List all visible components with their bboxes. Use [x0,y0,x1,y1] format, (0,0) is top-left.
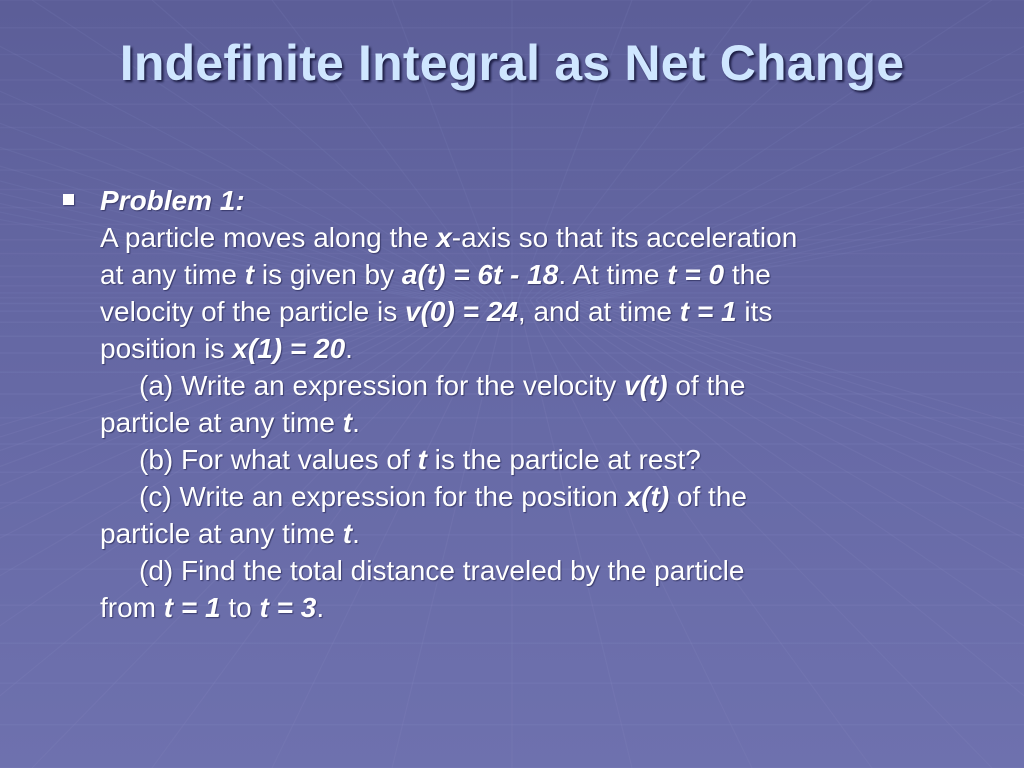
problem-line [100,367,980,404]
math-term: t [417,444,427,475]
text-segment: A particle moves along the [100,222,437,253]
text-segment: the [724,259,771,290]
problem-line [100,256,980,293]
text-segment: . [345,333,353,364]
math-term: t = 1 [163,592,221,623]
problem-line [100,441,980,478]
square-bullet-icon [63,194,74,205]
problem-line [100,293,980,330]
math-term: t [342,518,353,549]
math-term: a(t) = 6t - 18 [401,259,559,290]
text-segment: (a) Write an expression for the velocity [139,370,625,401]
problem-line [100,478,980,515]
text-segment: of the [669,481,747,512]
text-segment: . [352,518,360,549]
text-segment: (b) For what values of [139,444,418,475]
math-term: x [436,222,452,253]
text-segment: position is [100,333,233,364]
problem-line [100,404,980,441]
math-term: x(t) [625,481,670,512]
text-segment: at any time [100,259,245,290]
text-segment: its [736,296,773,327]
slide-title: Indefinite Integral as Net Change [119,35,905,91]
problem-text [100,219,980,626]
problem-line [100,219,980,256]
text-segment: from [100,592,164,623]
problem-heading: Problem 1: [100,185,245,216]
problem-line [100,515,980,552]
text-segment: (d) Find the total distance traveled by the particle [139,555,745,586]
text-segment: . At time [558,259,668,290]
problem-body [100,182,980,626]
math-term: v(0) = 24 [405,296,518,327]
text-segment: of the [667,370,746,401]
math-term: t [342,407,353,438]
problem-line [100,552,980,589]
math-term: t = 1 [679,296,737,327]
text-segment: -axis so that its acceleration [451,222,798,253]
problem-line [100,589,980,626]
problem-line [100,330,980,367]
text-segment: is the particle at rest? [426,444,701,475]
text-segment: . [316,592,325,623]
math-term: x(1) = 20 [232,333,346,364]
math-term: t [244,259,255,290]
math-term: t = 3 [259,592,317,623]
math-term: t = 0 [667,259,725,290]
text-segment: particle at any time [100,407,343,438]
text-segment: particle at any time [100,518,343,549]
text-segment: (c) Write an expression for the position [139,481,626,512]
text-segment: . [352,407,360,438]
text-segment: is given by [254,259,402,290]
math-term: v(t) [624,370,668,401]
text-segment: velocity of the particle is [100,296,406,327]
text-segment: to [220,592,260,623]
text-segment: , and at time [517,296,680,327]
